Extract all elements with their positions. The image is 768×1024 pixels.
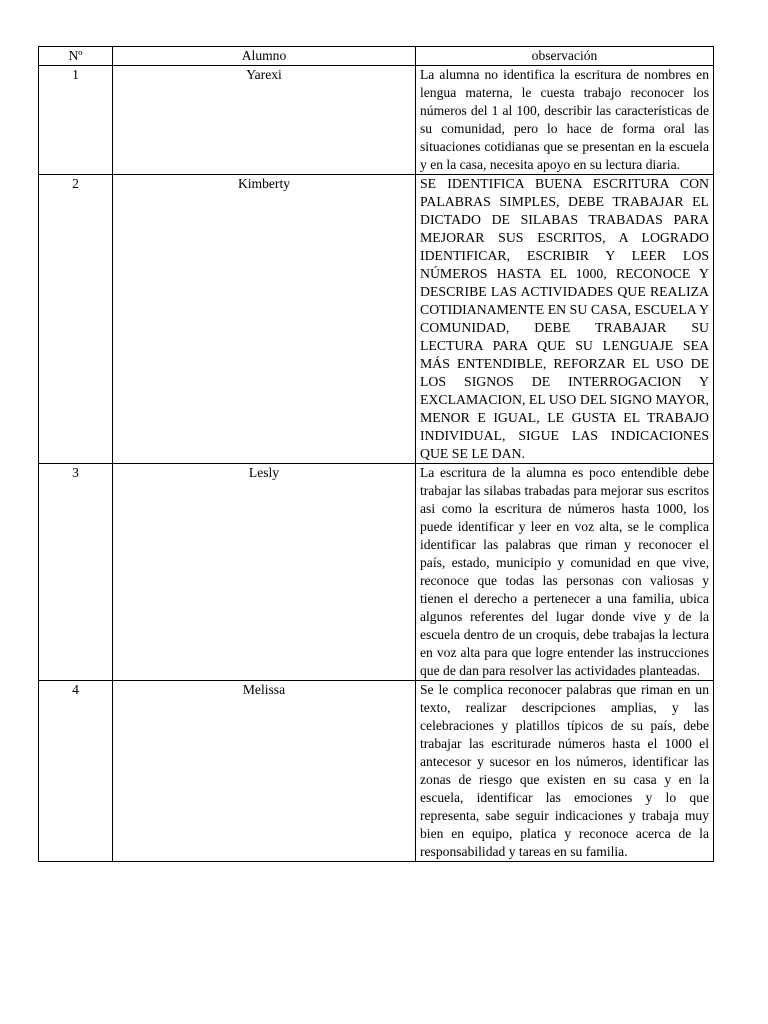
observation-text: La alumna no identifica la escritura de nombres en lengua materna, le cuesta trabajo reconocer los números del 1 al 100, describir las características de su comunidad, pero lo hace de forma oral las situaciones cotidianas que se presentan en la escuela y en la casa, necesita apoyo en su lectura diaria. xyxy=(416,66,714,175)
observation-text: SE IDENTIFICA BUENA ESCRITURA CON PALABRAS SIMPLES, DEBE TRABAJAR EL DICTADO DE SILABAS TRABADAS PARA MEJORAR SUS ESCRITOS, A LOGRADO IDENTIFICAR, ESCRIBIR Y LEER LOS NÚMEROS HASTA EL 1000, RECONOCE Y DESCRIBE LAS ACTIVIDADES QUE REALIZA COTIDIANAMENTE EN SU CASA, ESCUELA Y COMUNIDAD, DEBE TRABAJAR SU LECTURA PARA QUE SU LENGUAJE SEA MÁS ENTENDIBLE, REFORZAR EL USO DE LOS SIGNOS DE INTERROGACION Y EXCLAMACION, EL USO DEL SIGNO MAYOR, MENOR E IGUAL, LE GUSTA EL TRABAJO INDIVIDUAL, SIGUE LAS INDICACIONES QUE SE LE DAN. xyxy=(416,175,714,464)
row-number: 2 xyxy=(39,175,113,464)
student-name: Kimberty xyxy=(113,175,416,464)
student-name: Lesly xyxy=(113,464,416,681)
table-row xyxy=(39,681,714,862)
student-name: Yarexi xyxy=(113,66,416,175)
row-number: 3 xyxy=(39,464,113,681)
observation-text: Se le complica reconocer palabras que riman en un texto, realizar descripciones amplias, y las celebraciones y platillos típicos de su país, debe trabajar las escriturade números hasta el 1000 el antecesor y sucesor en los números, identificar las zonas de riesgo que existen en su casa y en la escuela, identificar las emociones y lo que representa, sabe seguir indicaciones y trabaja muy bien en equipo, platica y reconoce acerca de la responsabilidad y tareas en su familia. xyxy=(416,681,714,862)
row-number: 1 xyxy=(39,66,113,175)
table-row xyxy=(39,464,714,681)
table-row xyxy=(39,175,714,464)
observation-text: La escritura de la alumna es poco entendible debe trabajar las silabas trabadas para mejorar sus escritos asi como la escritura de números hasta 1000, los puede identificar y leer en voz alta, se le complica identificar las palabras que riman y reconocer el país, estado, municipio y comunidad en que vive, reconoce que todas las personas con valiosas y tienen el derecho a pertenecer a una familia, ubica algunos referentes del lugar donde vive y de la escuela dentro de un croquis, debe trabajas la lectura en voz alta para que logre entender las instrucciones que de dan para resolver las actividades planteadas. xyxy=(416,464,714,681)
observations-table xyxy=(38,46,714,862)
table-header-row xyxy=(39,47,714,66)
header-observation: observación xyxy=(416,47,714,66)
table-row xyxy=(39,66,714,175)
header-number: Nº xyxy=(39,47,113,66)
header-student: Alumno xyxy=(113,47,416,66)
row-number: 4 xyxy=(39,681,113,862)
student-name: Melissa xyxy=(113,681,416,862)
